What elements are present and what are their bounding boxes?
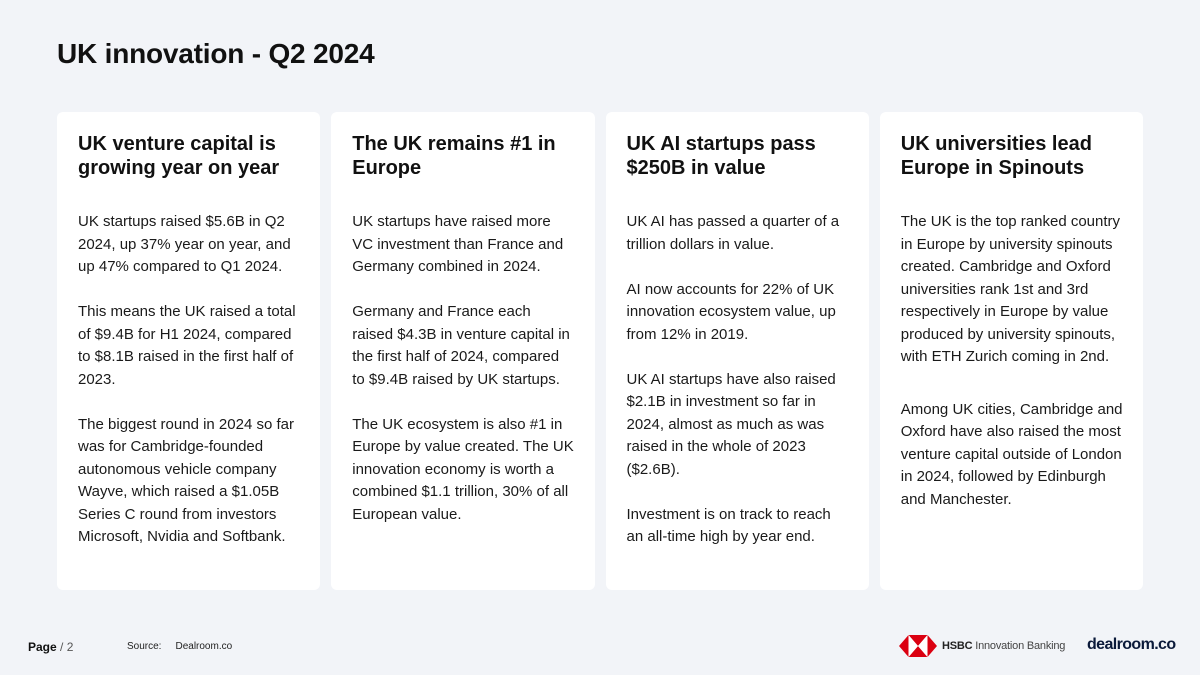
card-paragraph: UK AI startups have also raised $2.1B in investment so far in 2024, almost as much as was raised in the whole of 2023 ($2.6B). (626, 370, 836, 478)
card-body (78, 211, 300, 549)
card-heading: UK universities lead Europe in Spinouts (900, 133, 1092, 179)
page-total: / 2 (60, 640, 74, 654)
hsbc-brand: HSBC (942, 640, 973, 652)
page-label: Page (28, 640, 57, 654)
card-heading: The UK remains #1 in Europe (352, 133, 556, 179)
card-venture-capital (57, 112, 320, 590)
card-paragraph: Among UK cities, Cambridge and Oxford have also raised the most venture capital outside of London in 2024, followed by Edinburgh and Manchester. (900, 400, 1123, 508)
card-body (901, 211, 1123, 511)
page-title: UK innovation - Q2 2024 (57, 38, 375, 69)
card-paragraph: This means the UK raised a total of $9.4B for H1 2024, compared to $8.1B raised in the first half of 2023. (78, 303, 296, 388)
card-paragraph: The UK is the top ranked country in Europe by university spinouts created. Cambridge and Oxford universities rank 1st and 3rd respectively in Europe by value produced by university spinouts, with ETH Zurich coming in 2nd. (900, 213, 1121, 365)
card-paragraph: AI now accounts for 22% of UK innovation ecosystem value, up from 12% in 2019. (626, 280, 836, 343)
card-paragraph: UK startups have raised more VC investment than France and Germany combined in 2024. (352, 213, 564, 275)
source-value: Dealroom.co (175, 641, 233, 652)
page-number (28, 640, 73, 654)
card-paragraph: The UK ecosystem is also #1 in Europe by value created. The UK innovation economy is worth a combined $1.1 trillion, 30% of all European value. (352, 415, 574, 523)
dealroom-logo: dealroom.co (1087, 636, 1176, 653)
hsbc-hexagon-icon (899, 635, 937, 657)
card-body (352, 211, 574, 526)
cards-row (57, 112, 1143, 590)
hsbc-wordmark (942, 640, 1065, 652)
source-label: Source: (127, 641, 162, 652)
card-paragraph: Investment is on track to reach an all-time high by year end. (626, 505, 831, 545)
hsbc-subbrand: Innovation Banking (975, 640, 1066, 652)
card-heading: UK venture capital is growing year on year (78, 133, 280, 179)
footer (0, 630, 1200, 664)
hsbc-logo (899, 635, 1065, 657)
card-universities (880, 112, 1143, 590)
card-paragraph: UK AI has passed a quarter of a trillion dollars in value. (626, 213, 840, 253)
card-uk-number-one (331, 112, 594, 590)
card-heading: UK AI startups pass $250B in value (626, 133, 816, 179)
card-body (627, 211, 849, 549)
source-note (127, 641, 232, 652)
card-paragraph: Germany and France each raised $4.3B in venture capital in the first half of 2024, compared to $9.4B raised by UK startups. (352, 303, 570, 388)
card-paragraph: UK startups raised $5.6B in Q2 2024, up 37% year on year, and up 47% compared to Q1 2024. (78, 213, 291, 275)
card-paragraph: The biggest round in 2024 so far was for Cambridge-founded autonomous vehicle company Wayve, which raised a $1.05B Series C round from investors Microsoft, Nvidia and Softbank. (78, 415, 294, 545)
card-ai-startups (606, 112, 869, 590)
